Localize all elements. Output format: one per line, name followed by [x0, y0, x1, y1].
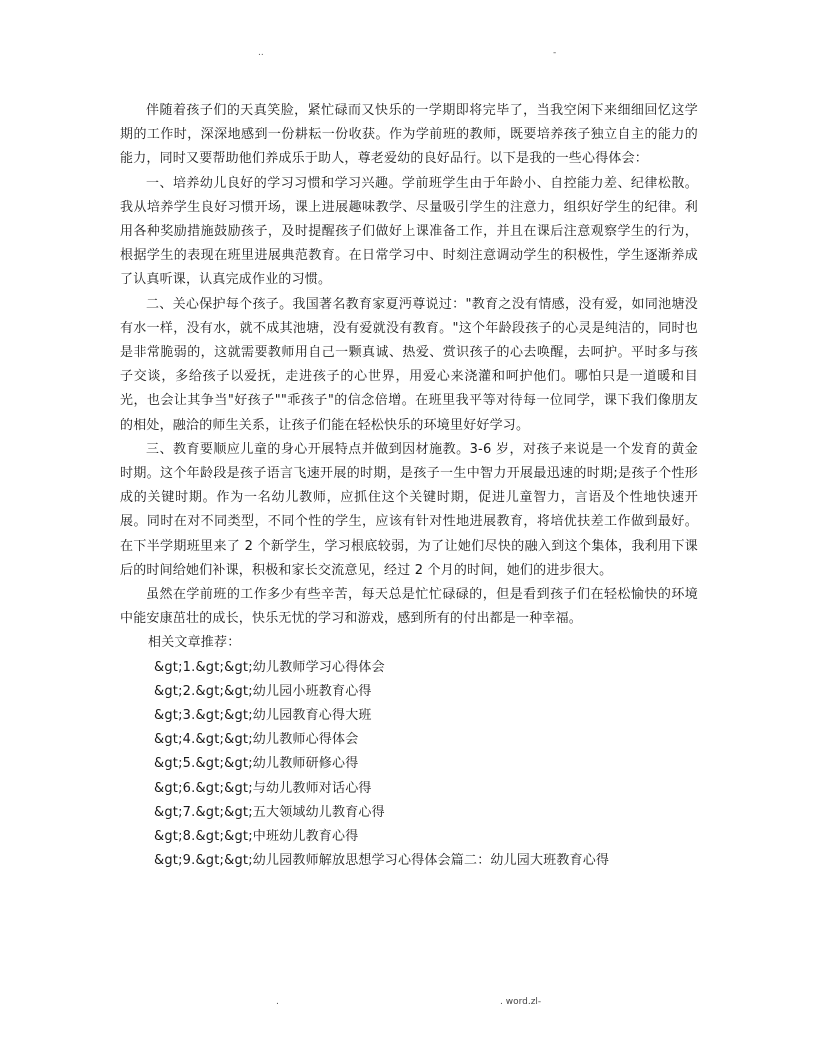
related-article-link[interactable]: &gt;3.&gt;&gt;幼儿园教育心得大班: [154, 708, 372, 724]
related-article-link[interactable]: &gt;2.&gt;&gt;幼儿园小班教育心得: [154, 683, 372, 699]
section-two-paragraph: 二、关心保护每个孩子。我国著名教育家夏沔尊说过："教育之没有情感，没有爱，如同池塘没有水一样，没有水，就不成其池塘，没有爱就没有教育。"这个年龄段孩子的心灵是纯洁的，同时也是非常脆弱的，这就需要教师用自己一颗真诚、热爱、赏识孩子的心去唤醒，去呵护。平时多与孩子交谈，多给孩子以爱抚，走进孩子的心世界，用爱心来浇灌和呵护他们。哪怕只是一道暖和目光，也会让其争当"好孩子""乖孩子"的信念倍增。在班里我平等对待每一位同学，课下我们像朋友的相处，融洽的师生关系，让孩子们能在轻松快乐的环境里好好学习。: [120, 296, 698, 433]
document-body: [120, 99, 698, 874]
related-article-link[interactable]: &gt;1.&gt;&gt;幼儿教师学习心得体会: [154, 659, 385, 675]
related-articles-title: 相关文章推荐：: [148, 635, 241, 651]
section-one-paragraph: 一、培养幼儿良好的学习习惯和学习兴趣。学前班学生由于年龄小、自控能力差、纪律松散。我从培养学生良好习惯开场，课上进展趣味教学、尽量吸引学生的注意力，组织好学生的纪律。利用各种奖励措施鼓励孩子，及时提醒孩子们做好上课准备工作，并且在课后注意观察学生的行为，根据学生的表现在班里进展典范教育。在日常学习中、时刻注意调动学生的积极性，学生逐渐养成了认真听课，认真完成作业的习惯。: [120, 175, 698, 288]
related-article-link[interactable]: &gt;6.&gt;&gt;与幼儿教师对话心得: [154, 780, 372, 796]
related-article-link[interactable]: &gt;8.&gt;&gt;中班幼儿教育心得: [154, 829, 359, 845]
related-articles-list: [120, 656, 698, 874]
intro-paragraph: 伴随着孩子们的天真笑脸，紧忙碌而又快乐的一学期即将完毕了，当我空闲下来细细回忆这学期的工作时，深深地感到一份耕耘一份收获。作为学前班的教师，既要培养孩子独立自主的能力的能力，同时又要帮助他们养成乐于助人，尊老爱幼的良好品行。以下是我的一些心得体会：: [120, 103, 698, 167]
related-article-link[interactable]: &gt;9.&gt;&gt;幼儿园教师解放思想学习心得体会篇二：幼儿园大班教育心得: [154, 853, 610, 869]
conclusion-paragraph: 虽然在学前班的工作多少有些辛苦，每天总是忙忙碌碌的，但是看到孩子们在轻松愉快的环境中能安康茁壮的成长，快乐无忧的学习和游戏，感到所有的付出都是一种幸福。: [120, 587, 698, 627]
footer-left-mark: .: [276, 997, 279, 1007]
related-article-link[interactable]: &gt;5.&gt;&gt;幼儿教师研修心得: [154, 756, 359, 772]
related-article-link[interactable]: &gt;4.&gt;&gt;幼儿教师心得体会: [154, 732, 359, 748]
footer-source-text: . word.zl-: [500, 997, 542, 1007]
header-right-mark: -: [553, 48, 557, 58]
related-article-link[interactable]: &gt;7.&gt;&gt;五大领域幼儿教育心得: [154, 804, 385, 820]
section-three-paragraph: 三、教育要顺应儿童的身心开展特点并做到因材施教。3-6 岁，对孩子来说是一个发育的黄金时期。这个年龄段是孩子语言飞速开展的时期，是孩子一生中智力开展最迅速的时期;是孩子个性形成的关键时期。作为一名幼儿教师，应抓住这个关键时期，促进儿童智力，言语及个性地快速开展。同时在对不同类型，不同个性的学生，应该有针对性地进展教育，将培优扶差工作做到最好。在下半学期班里来了 2 个新学生，学习根底较弱，为了让她们尽快的融入到这个集体，我利用下课后的时间给她们补课，积极和家长交流意见，经过 2 个月的时间，她们的进步很大。: [120, 441, 698, 578]
header-left-mark: ..: [258, 48, 264, 58]
